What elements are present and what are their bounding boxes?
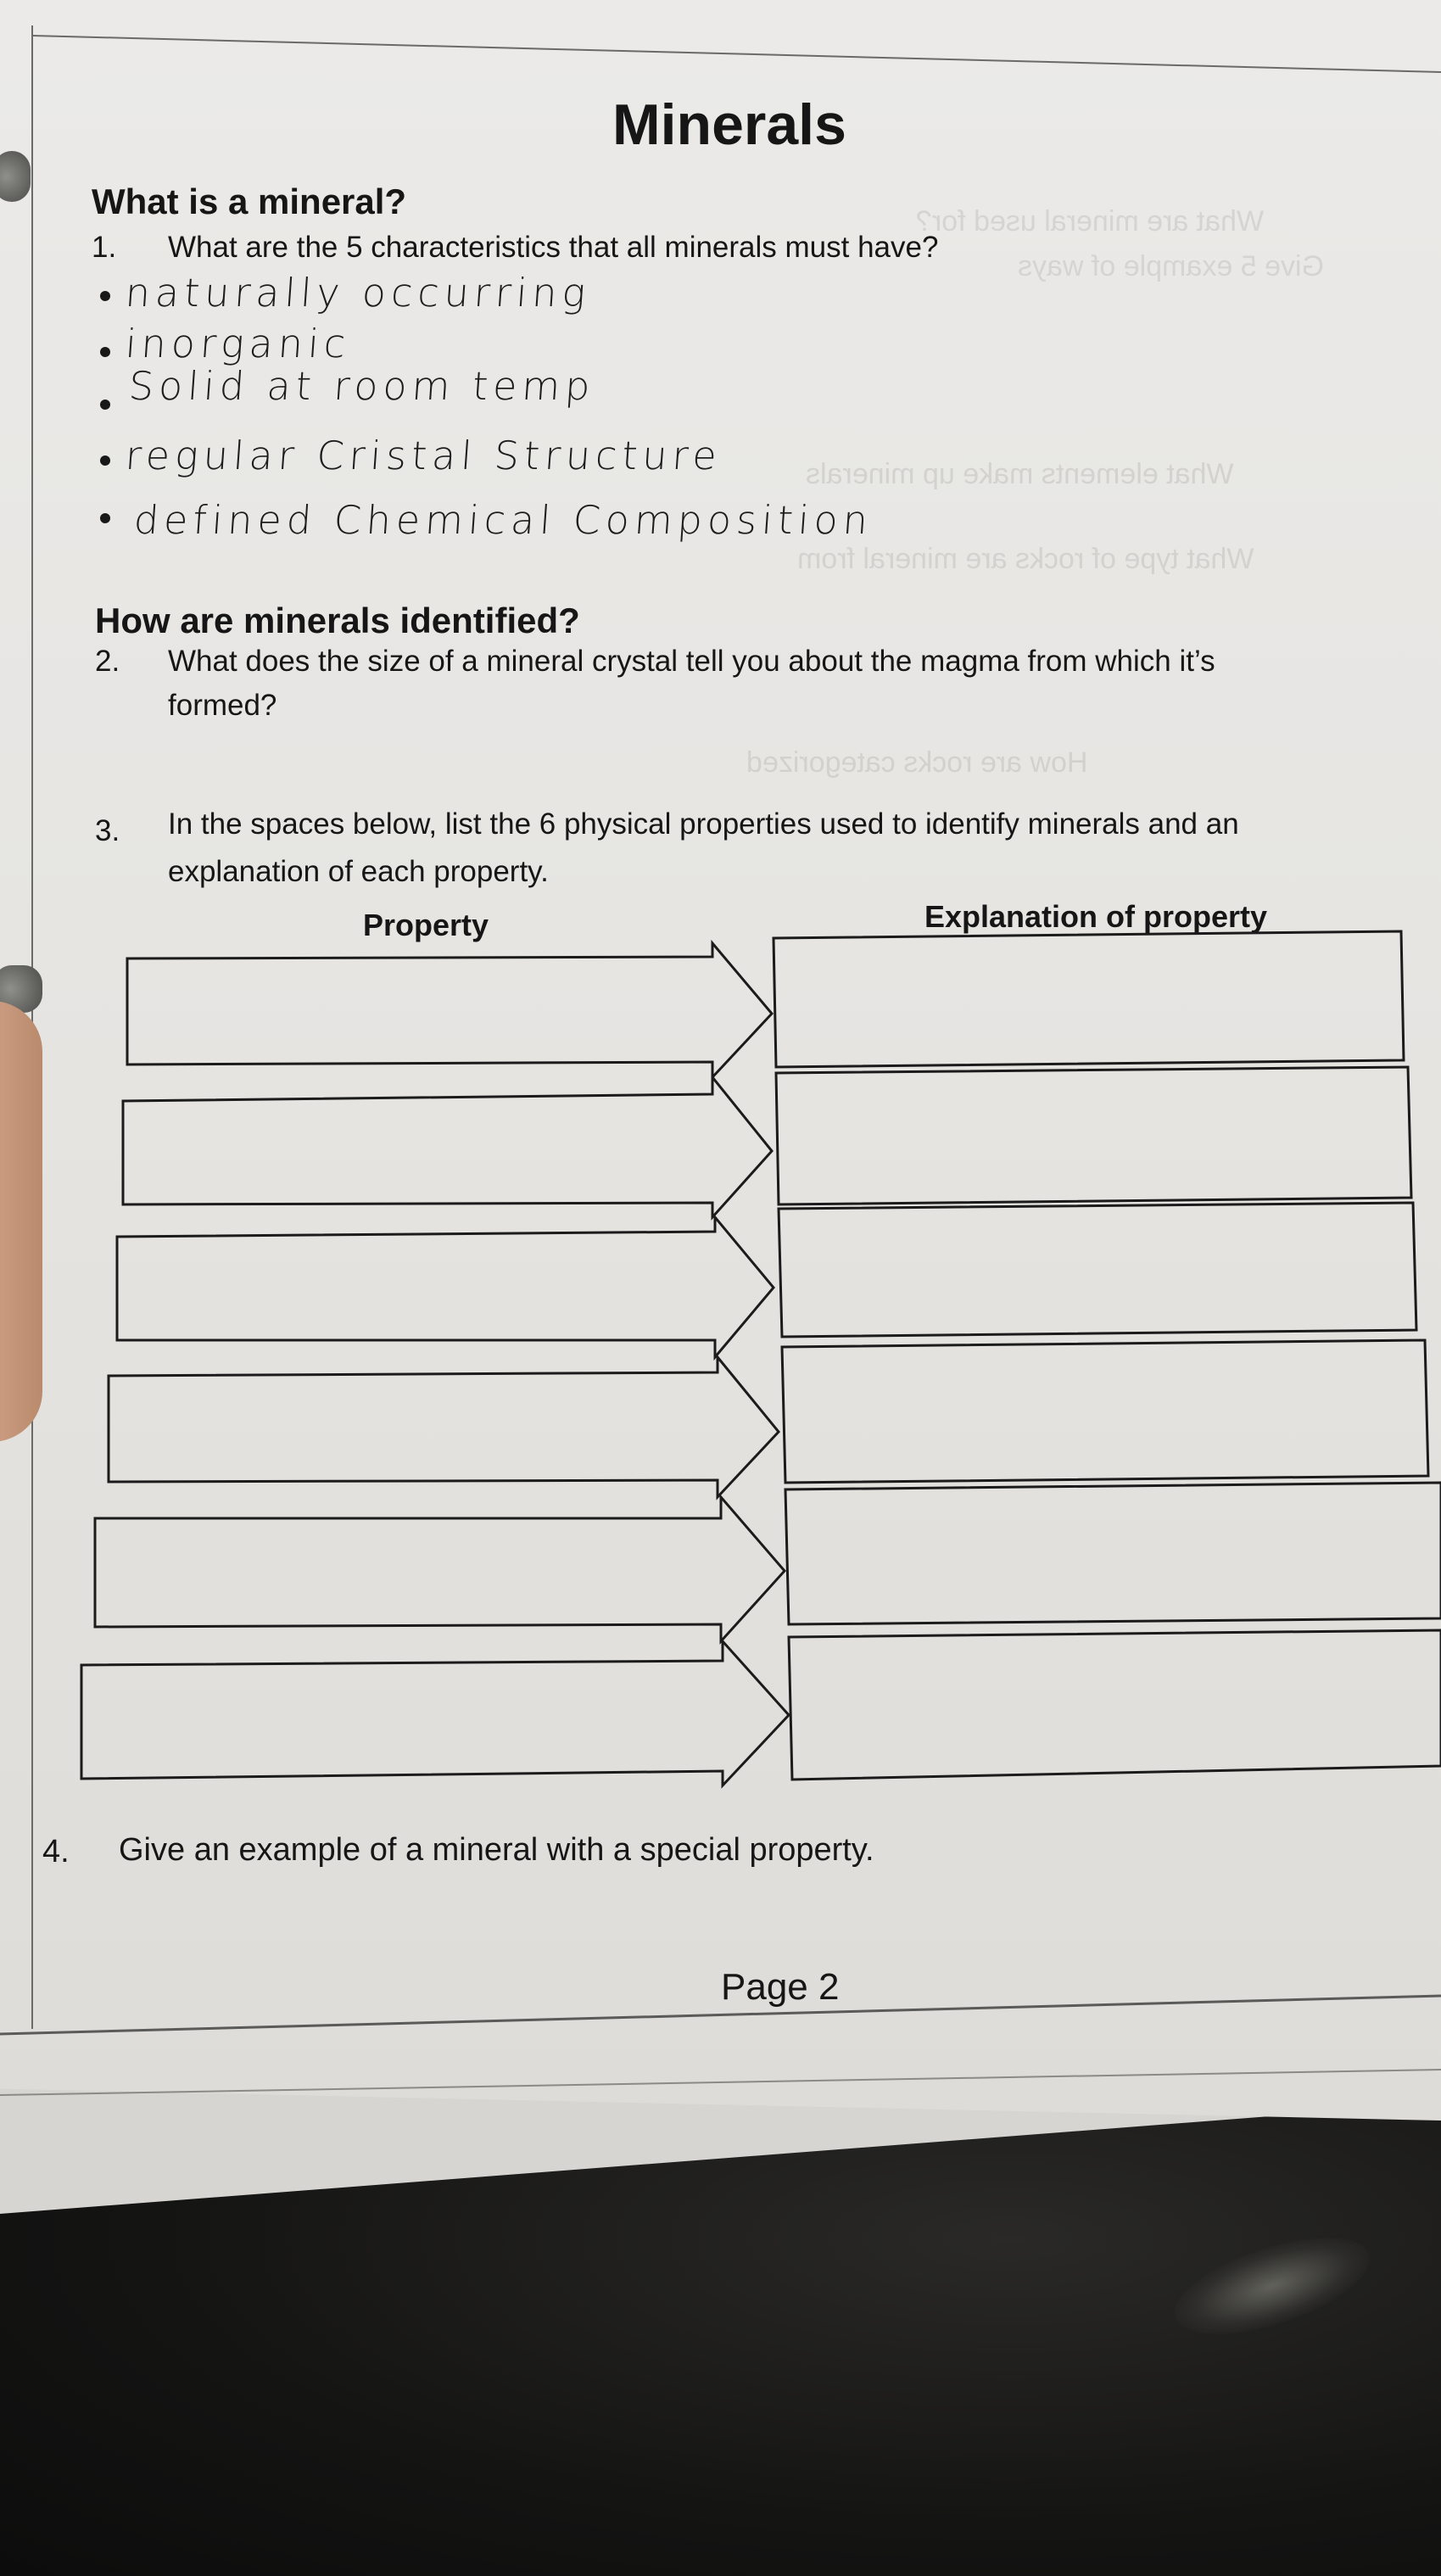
explanation-box[interactable] — [774, 931, 1404, 1067]
handwritten-answer: naturally occurring — [124, 270, 593, 316]
page-number: Page 2 — [721, 1966, 840, 2008]
explanation-box[interactable] — [785, 1483, 1441, 1624]
question-4-text: Give an example of a mineral with a special property. — [119, 1832, 874, 1868]
property-arrow-box[interactable] — [81, 1641, 789, 1785]
handwritten-answer: defined Chemical Composition — [132, 497, 874, 543]
question-2-text-line1: What does the size of a mineral crystal tell you about the magma from which it’s — [168, 645, 1215, 678]
question-number: 3. — [95, 814, 120, 847]
question-3-text-line2: explanation of each property. — [168, 855, 549, 888]
property-arrow-box[interactable] — [109, 1357, 779, 1497]
explanation-box[interactable] — [782, 1340, 1428, 1483]
property-arrow-box[interactable] — [123, 1077, 772, 1217]
bleed-through-text: What elements make up minerals — [806, 458, 1234, 490]
question-1-text: What are the 5 characteristics that all minerals must have? — [168, 231, 939, 264]
bleed-through-text: Give 5 example of ways — [1018, 250, 1324, 282]
bleed-through-text: How are rocks categorized — [746, 746, 1088, 779]
handwritten-answer: inorganic — [124, 321, 353, 366]
explanation-box[interactable] — [779, 1203, 1416, 1337]
property-arrow-box[interactable] — [95, 1497, 785, 1641]
explanation-box[interactable] — [776, 1067, 1411, 1204]
question-number: 1. — [92, 231, 117, 264]
property-arrow-box[interactable] — [127, 943, 772, 1077]
column-header-property: Property — [363, 908, 489, 942]
handwritten-answer: regular Cristal Structure — [124, 433, 723, 478]
bleed-through-text: What are mineral used for? — [916, 205, 1265, 237]
question-2-text-line2: formed? — [168, 689, 277, 722]
section-heading-what-is: What is a mineral? — [92, 182, 407, 221]
column-header-explanation: Explanation of property — [924, 899, 1268, 934]
question-number: 2. — [95, 645, 120, 678]
section-heading-identified: How are minerals identified? — [95, 601, 580, 640]
bleed-through-text: What type of rocks are mineral from — [797, 543, 1254, 575]
explanation-box[interactable] — [789, 1630, 1441, 1780]
handwritten-answer: Solid at room temp — [127, 363, 597, 409]
page-title: Minerals — [612, 92, 846, 157]
question-number: 4. — [42, 1834, 70, 1869]
property-arrow-box[interactable] — [117, 1217, 774, 1357]
question-3-text-line1: In the spaces below, list the 6 physical properties used to identify minerals and an — [168, 807, 1239, 841]
